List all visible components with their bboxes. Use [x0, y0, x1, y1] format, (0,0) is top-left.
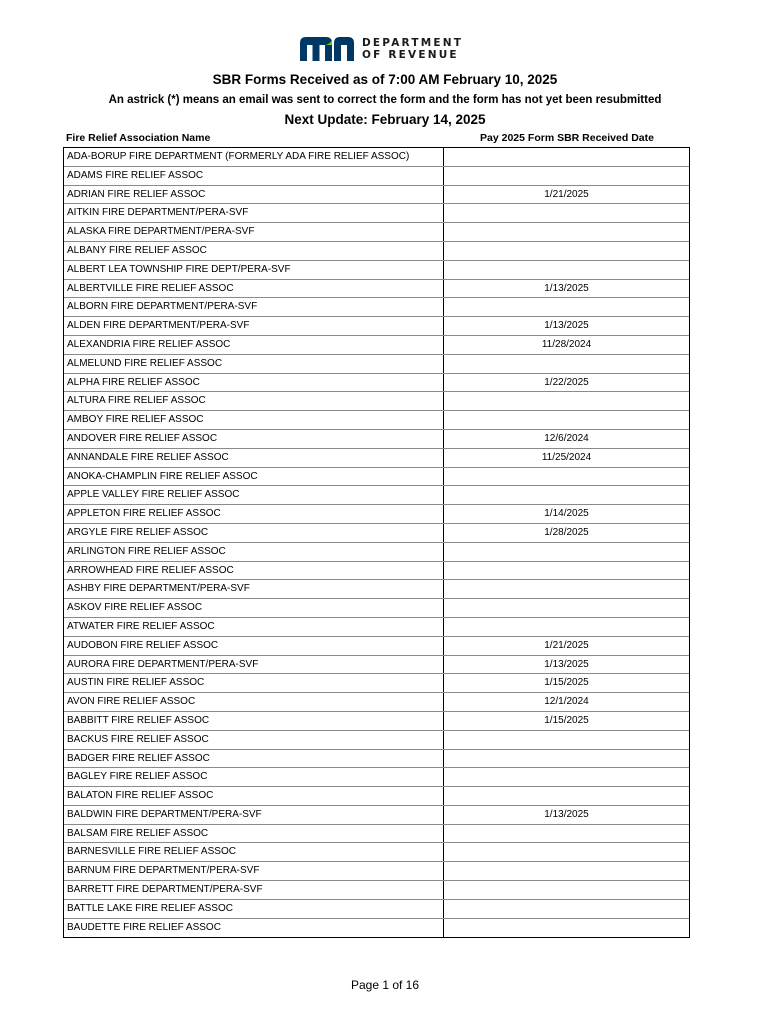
association-name-cell: AMBOY FIRE RELIEF ASSOC — [64, 411, 444, 429]
table-row — [64, 468, 689, 487]
table-row — [64, 674, 689, 693]
association-name-cell: ALTURA FIRE RELIEF ASSOC — [64, 392, 444, 410]
received-date-cell — [444, 768, 689, 786]
received-date-cell: 12/6/2024 — [544, 432, 589, 444]
table-row — [64, 317, 689, 336]
association-name-cell: ARGYLE FIRE RELIEF ASSOC — [64, 524, 444, 542]
association-name-cell: AUDOBON FIRE RELIEF ASSOC — [64, 637, 444, 655]
received-date-cell: 1/22/2025 — [544, 376, 589, 388]
association-name-cell: BALDWIN FIRE DEPARTMENT/PERA-SVF — [64, 806, 444, 824]
table-row — [64, 825, 689, 844]
table-row — [64, 261, 689, 280]
association-name-cell: ADRIAN FIRE RELIEF ASSOC — [64, 186, 444, 204]
table-row — [64, 430, 689, 449]
received-date-cell: 1/21/2025 — [544, 188, 589, 200]
table-row — [64, 148, 689, 167]
table-row — [64, 712, 689, 731]
table-row — [64, 750, 689, 769]
received-date-cell — [444, 204, 689, 222]
received-date-cell — [444, 242, 689, 260]
table-row — [64, 411, 689, 430]
table-row — [64, 618, 689, 637]
association-name-cell: AITKIN FIRE DEPARTMENT/PERA-SVF — [64, 204, 444, 222]
received-date-cell: 1/15/2025 — [544, 677, 589, 689]
next-update: Next Update: February 14, 2025 — [284, 112, 486, 127]
mn-revenue-logo — [300, 36, 463, 62]
association-name-cell: BADGER FIRE RELIEF ASSOC — [64, 750, 444, 768]
association-name-cell: AURORA FIRE DEPARTMENT/PERA-SVF — [64, 656, 444, 674]
table-row — [64, 543, 689, 562]
received-date-cell: 1/28/2025 — [544, 526, 589, 538]
association-name-cell: BARRETT FIRE DEPARTMENT/PERA-SVF — [64, 881, 444, 899]
received-date-cell — [444, 392, 689, 410]
table-row — [64, 392, 689, 411]
table-row — [64, 167, 689, 186]
association-name-cell: BALSAM FIRE RELIEF ASSOC — [64, 825, 444, 843]
received-date-cell — [444, 355, 689, 373]
received-date-cell — [444, 750, 689, 768]
association-name-cell: ADAMS FIRE RELIEF ASSOC — [64, 167, 444, 185]
received-date-cell — [444, 731, 689, 749]
column-header-name: Fire Relief Association Name — [66, 132, 211, 144]
received-date-cell — [444, 787, 689, 805]
received-date-cell — [444, 468, 689, 486]
association-name-cell: BABBITT FIRE RELIEF ASSOC — [64, 712, 444, 730]
column-header-date: Pay 2025 Form SBR Received Date — [480, 132, 654, 144]
association-name-cell: ALEXANDRIA FIRE RELIEF ASSOC — [64, 336, 444, 354]
table-row — [64, 505, 689, 524]
table-row — [64, 242, 689, 261]
received-date-cell — [444, 148, 689, 166]
received-date-cell — [444, 486, 689, 504]
table-row — [64, 731, 689, 750]
association-name-cell: ALBERT LEA TOWNSHIP FIRE DEPT/PERA-SVF — [64, 261, 444, 279]
table-row — [64, 637, 689, 656]
received-date-cell: 11/28/2024 — [541, 338, 592, 350]
table-row — [64, 223, 689, 242]
association-name-cell: AVON FIRE RELIEF ASSOC — [64, 693, 444, 711]
mn-logo-icon — [300, 37, 354, 61]
received-date-cell: 1/14/2025 — [544, 508, 589, 520]
table-row — [64, 298, 689, 317]
association-name-cell: BATTLE LAKE FIRE RELIEF ASSOC — [64, 900, 444, 918]
received-date-cell — [444, 298, 689, 316]
received-date-cell: 1/13/2025 — [544, 320, 589, 332]
received-date-cell — [444, 843, 689, 861]
table-row — [64, 787, 689, 806]
received-date-cell — [444, 618, 689, 636]
association-name-cell: ASHBY FIRE DEPARTMENT/PERA-SVF — [64, 580, 444, 598]
table-row — [64, 449, 689, 468]
table-row — [64, 862, 689, 881]
received-date-cell: 12/1/2024 — [544, 696, 589, 708]
received-date-cell: 11/25/2024 — [541, 451, 592, 463]
association-name-cell: APPLETON FIRE RELIEF ASSOC — [64, 505, 444, 523]
sbr-table — [63, 147, 690, 938]
received-date-cell — [444, 223, 689, 241]
received-date-cell — [444, 599, 689, 617]
association-name-cell: ALASKA FIRE DEPARTMENT/PERA-SVF — [64, 223, 444, 241]
table-row — [64, 374, 689, 393]
table-row — [64, 280, 689, 299]
association-name-cell: ALMELUND FIRE RELIEF ASSOC — [64, 355, 444, 373]
association-name-cell: ALBORN FIRE DEPARTMENT/PERA-SVF — [64, 298, 444, 316]
association-name-cell: ALPHA FIRE RELIEF ASSOC — [64, 374, 444, 392]
table-row — [64, 336, 689, 355]
association-name-cell: BAUDETTE FIRE RELIEF ASSOC — [64, 919, 444, 938]
table-row — [64, 486, 689, 505]
association-name-cell: ANOKA-CHAMPLIN FIRE RELIEF ASSOC — [64, 468, 444, 486]
table-row — [64, 204, 689, 223]
table-row — [64, 355, 689, 374]
association-name-cell: BALATON FIRE RELIEF ASSOC — [64, 787, 444, 805]
table-row — [64, 186, 689, 205]
table-row — [64, 580, 689, 599]
association-name-cell: ANDOVER FIRE RELIEF ASSOC — [64, 430, 444, 448]
association-name-cell: ANNANDALE FIRE RELIEF ASSOC — [64, 449, 444, 467]
association-name-cell: BACKUS FIRE RELIEF ASSOC — [64, 731, 444, 749]
association-name-cell: ADA-BORUP FIRE DEPARTMENT (FORMERLY ADA FIRE RELIEF ASSOC) — [64, 148, 444, 166]
association-name-cell: AUSTIN FIRE RELIEF ASSOC — [64, 674, 444, 692]
association-name-cell: BARNUM FIRE DEPARTMENT/PERA-SVF — [64, 862, 444, 880]
table-row — [64, 562, 689, 581]
association-name-cell: BAGLEY FIRE RELIEF ASSOC — [64, 768, 444, 786]
association-name-cell: APPLE VALLEY FIRE RELIEF ASSOC — [64, 486, 444, 504]
received-date-cell — [444, 543, 689, 561]
logo-line-2: OF REVENUE — [362, 49, 459, 61]
received-date-cell: 1/21/2025 — [544, 639, 589, 651]
association-name-cell: ALBANY FIRE RELIEF ASSOC — [64, 242, 444, 260]
table-row — [64, 599, 689, 618]
association-name-cell: ALBERTVILLE FIRE RELIEF ASSOC — [64, 280, 444, 298]
received-date-cell — [444, 562, 689, 580]
table-row — [64, 881, 689, 900]
table-row — [64, 900, 689, 919]
received-date-cell — [444, 261, 689, 279]
table-row — [64, 806, 689, 825]
received-date-cell — [444, 167, 689, 185]
table-row — [64, 656, 689, 675]
association-name-cell: ARROWHEAD FIRE RELIEF ASSOC — [64, 562, 444, 580]
logo-text — [362, 37, 463, 61]
received-date-cell — [444, 411, 689, 429]
received-date-cell — [444, 862, 689, 880]
association-name-cell: ATWATER FIRE RELIEF ASSOC — [64, 618, 444, 636]
table-row — [64, 524, 689, 543]
table-row — [64, 919, 689, 938]
received-date-cell: 1/13/2025 — [544, 282, 589, 294]
received-date-cell — [444, 825, 689, 843]
logo-line-1: DEPARTMENT — [362, 37, 464, 49]
asterisk-note: An astrick (*) means an email was sent to correct the form and the form has not yet been resubmitted — [108, 94, 662, 106]
association-name-cell: ALDEN FIRE DEPARTMENT/PERA-SVF — [64, 317, 444, 335]
received-date-cell — [444, 580, 689, 598]
table-row — [64, 843, 689, 862]
association-name-cell: ASKOV FIRE RELIEF ASSOC — [64, 599, 444, 617]
association-name-cell: BARNESVILLE FIRE RELIEF ASSOC — [64, 843, 444, 861]
received-date-cell: 1/13/2025 — [544, 658, 589, 670]
received-date-cell: 1/15/2025 — [544, 714, 589, 726]
table-row — [64, 693, 689, 712]
received-date-cell — [444, 919, 689, 938]
received-date-cell — [444, 881, 689, 899]
association-name-cell: ARLINGTON FIRE RELIEF ASSOC — [64, 543, 444, 561]
received-date-cell: 1/13/2025 — [544, 808, 589, 820]
report-title: SBR Forms Received as of 7:00 AM February 10, 2025 — [212, 72, 558, 87]
table-row — [64, 768, 689, 787]
received-date-cell — [444, 900, 689, 918]
page-number: Page 1 of 16 — [350, 978, 420, 992]
